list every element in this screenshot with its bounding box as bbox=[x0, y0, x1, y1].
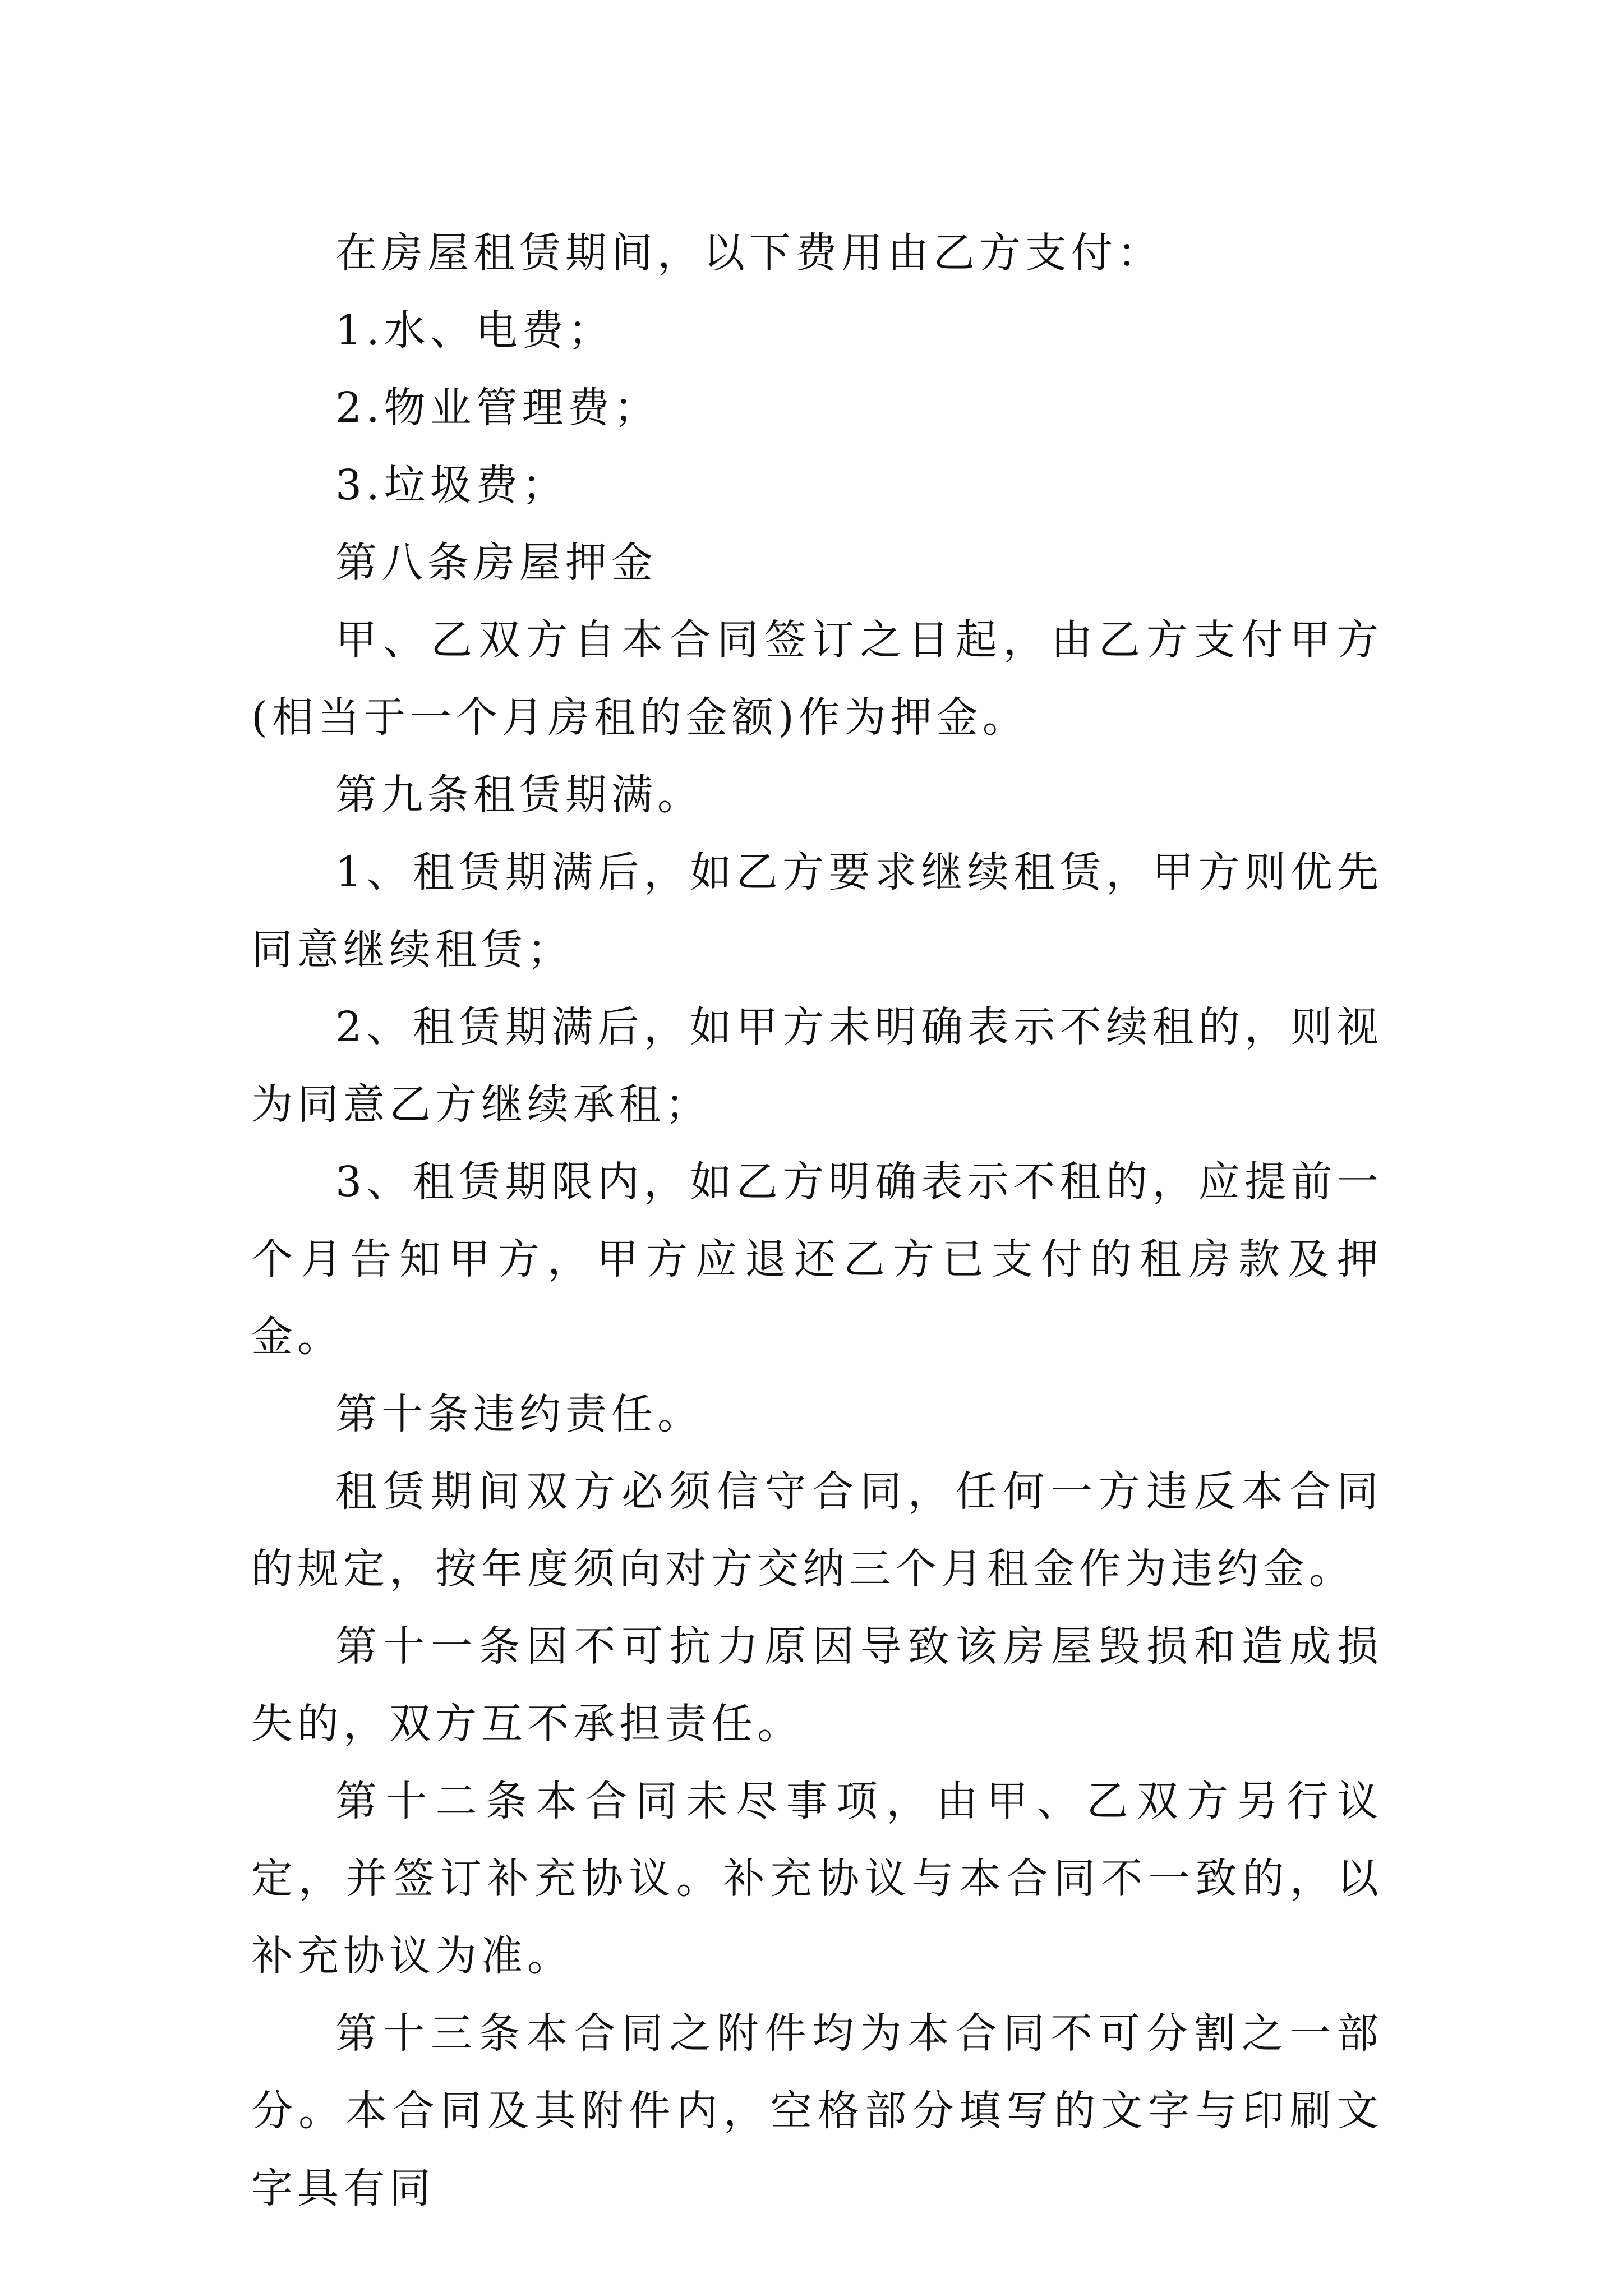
article-8-heading: 第八条房屋押金 bbox=[335, 539, 657, 587]
document-body bbox=[251, 214, 1383, 2227]
article-10-heading: 第十条违约责任。 bbox=[335, 1390, 703, 1438]
article-12-supplementary: 第十二条本合同未尽事项，由甲、乙双方另行议定，并签订补充协议。补充协议与本合同不一致的，以补充协议为准。 bbox=[251, 1777, 1383, 1980]
paragraph-lease-expiry-3: 3、租赁期限内，如乙方明确表示不租的，应提前一个月告知甲方，甲方应退还乙方已支付的租房款及押金。 bbox=[251, 1158, 1383, 1361]
article-9-heading: 第九条租赁期满。 bbox=[335, 771, 703, 819]
paragraph-lease-expiry-2: 2、租赁期满后，如甲方未明确表示不续租的，则视为同意乙方继续承租； bbox=[251, 1003, 1383, 1129]
paragraph-fee-intro: 在房屋租赁期间，以下费用由乙方支付： bbox=[335, 229, 1163, 277]
article-13-attachments: 第十三条本合同之附件均为本合同不可分割之一部分。本合同及其附件内，空格部分填写的文字与印刷文字具有同 bbox=[251, 2009, 1383, 2212]
paragraph-fee-property-management: 2.物业管理费； bbox=[335, 384, 660, 432]
paragraph-fee-utilities: 1.水、电费； bbox=[335, 306, 614, 355]
paragraph-deposit: 甲、乙双方自本合同签订之日起，由乙方支付甲方(相当于一个月房租的金额)作为押金。 bbox=[251, 616, 1383, 742]
paragraph-breach-liability: 租赁期间双方必须信守合同，任何一方违反本合同的规定，按年度须向对方交纳三个月租金作为违约金。 bbox=[251, 1467, 1383, 1593]
article-11-force-majeure: 第十一条因不可抗力原因导致该房屋毁损和造成损失的，双方互不承担责任。 bbox=[251, 1622, 1383, 1748]
paragraph-lease-expiry-1: 1、租赁期满后，如乙方要求继续租赁，甲方则优先同意继续租赁； bbox=[251, 848, 1383, 974]
paragraph-fee-garbage: 3.垃圾费； bbox=[335, 461, 568, 509]
